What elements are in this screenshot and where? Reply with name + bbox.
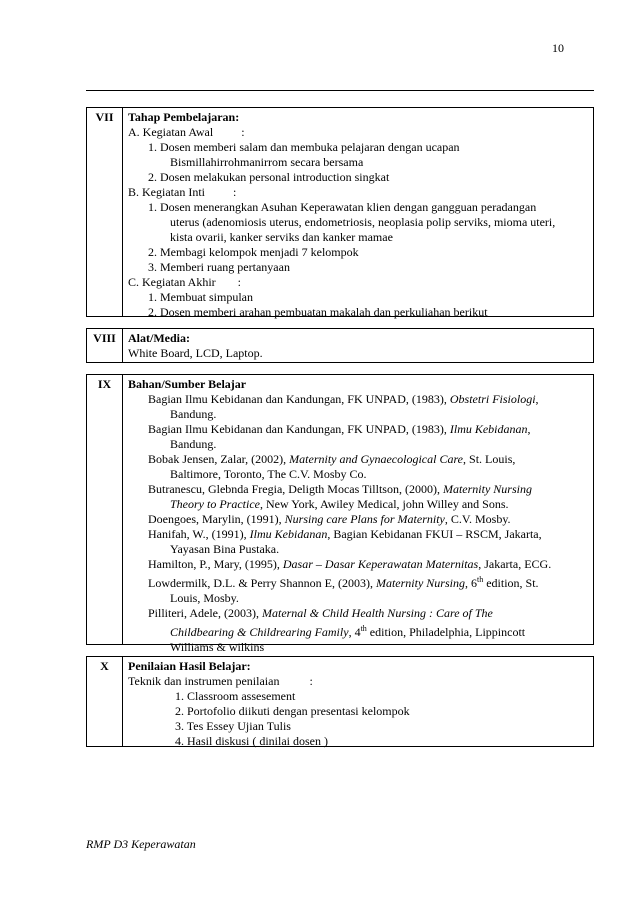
reference-item: Bobak Jensen, Zalar, (2002), Maternity and Gynaecological Care, St. Louis, [148, 452, 516, 466]
reference-continuation: Bandung. [170, 437, 217, 451]
section-title: Penilaian Hasil Belajar: [128, 659, 251, 673]
section-title: Tahap Pembelajaran: [128, 110, 240, 124]
page-number: 10 [552, 41, 564, 55]
activity-line: 2. Dosen memberi arahan pembuatan makalah dan perkuliahan berikut [148, 305, 488, 319]
assessment-item: 1. Classroom assesement [175, 689, 296, 703]
section-number: VIII [87, 329, 123, 362]
reference-continuation: Bandung. [170, 407, 217, 421]
section-ix [86, 374, 594, 654]
reference-item: Hamilton, P., Mary, (1995), Dasar – Dasar Keperawatan Maternitas, Jakarta, ECG. [148, 557, 552, 571]
reference-item: Bagian Ilmu Kebidanan dan Kandungan, FK UNPAD, (1983), Obstetri Fisiologi, [148, 392, 539, 406]
activity-label-a: A. Kegiatan Awal : [128, 125, 245, 139]
activity-line: 1. Dosen memberi salam dan membuka pelajaran dengan ucapan [148, 140, 460, 154]
activity-line: 1. Membuat simpulan [148, 290, 253, 304]
reference-item: Lowdermilk, D.L. & Perry Shannon E, (2003), Maternity Nursing, 6th edition, St. [148, 575, 539, 590]
media-list: White Board, LCD, Laptop. [128, 346, 263, 360]
reference-continuation: Childbearing & Childrearing Family, 4th edition, Philadelphia, Lippincott [170, 624, 526, 639]
section-title: Alat/Media: [128, 331, 190, 345]
activity-line: 3. Memberi ruang pertanyaan [148, 260, 290, 274]
section-title: Bahan/Sumber Belajar [128, 377, 247, 391]
activity-line: kista ovarii, kanker serviks dan kanker mamae [170, 230, 393, 244]
section-vii [86, 107, 594, 317]
section-number: X [87, 657, 123, 746]
reference-item: Hanifah, W., (1991), Ilmu Kebidanan, Bagian Kebidanan FKUI – RSCM, Jakarta, [148, 527, 542, 541]
activity-label-b: B. Kegiatan Inti : [128, 185, 237, 199]
reference-continuation: Louis, Mosby. [170, 591, 239, 605]
reference-item: Pilliteri, Adele, (2003), Maternal & Child Health Nursing : Care of The [148, 606, 493, 620]
reference-item: Butranescu, Glebnda Fregia, Deligth Mocas Tilltson, (2000), Maternity Nursing [148, 482, 532, 496]
activity-line: 2. Dosen melakukan personal introduction singkat [148, 170, 390, 184]
assessment-intro: Teknik dan instrumen penilaian : [128, 674, 313, 688]
activity-line: 2. Membagi kelompok menjadi 7 kelompok [148, 245, 359, 259]
section-number: VII [87, 108, 123, 316]
activity-line: uterus (adenomiosis uterus, endometriosis, neoplasia polip serviks, mioma uteri, [170, 215, 556, 229]
reference-continuation: Theory to Practice, New York, Awiley Medical, john Willey and Sons. [170, 497, 509, 511]
activity-line: Bismillahirrohmanirrom secara bersama [170, 155, 364, 169]
reference-item: Bagian Ilmu Kebidanan dan Kandungan, FK UNPAD, (1983), Ilmu Kebidanan, [148, 422, 531, 436]
footer-text: RMP D3 Keperawatan [86, 837, 196, 851]
header-rule [86, 90, 594, 91]
activity-line: 1. Dosen menerangkan Asuhan Keperawatan klien dengan gangguan peradangan [148, 200, 537, 214]
section-viii [86, 328, 594, 363]
assessment-item: 2. Portofolio diikuti dengan presentasi kelompok [175, 704, 410, 718]
activity-label-c: C. Kegiatan Akhir : [128, 275, 241, 289]
assessment-item: 4. Hasil diskusi ( dinilai dosen ) [175, 734, 328, 748]
reference-continuation: Baltimore, Toronto, The C.V. Mosby Co. [170, 467, 367, 481]
assessment-item: 3. Tes Essey Ujian Tulis [175, 719, 291, 733]
reference-continuation: Yayasan Bina Pustaka. [170, 542, 280, 556]
section-number: IX [87, 375, 123, 644]
section-x [86, 656, 594, 747]
reference-item: Doengoes, Marylin, (1991), Nursing care Plans for Maternity, C.V. Mosby. [148, 512, 511, 526]
reference-continuation: Williams & wilkins [170, 640, 265, 654]
